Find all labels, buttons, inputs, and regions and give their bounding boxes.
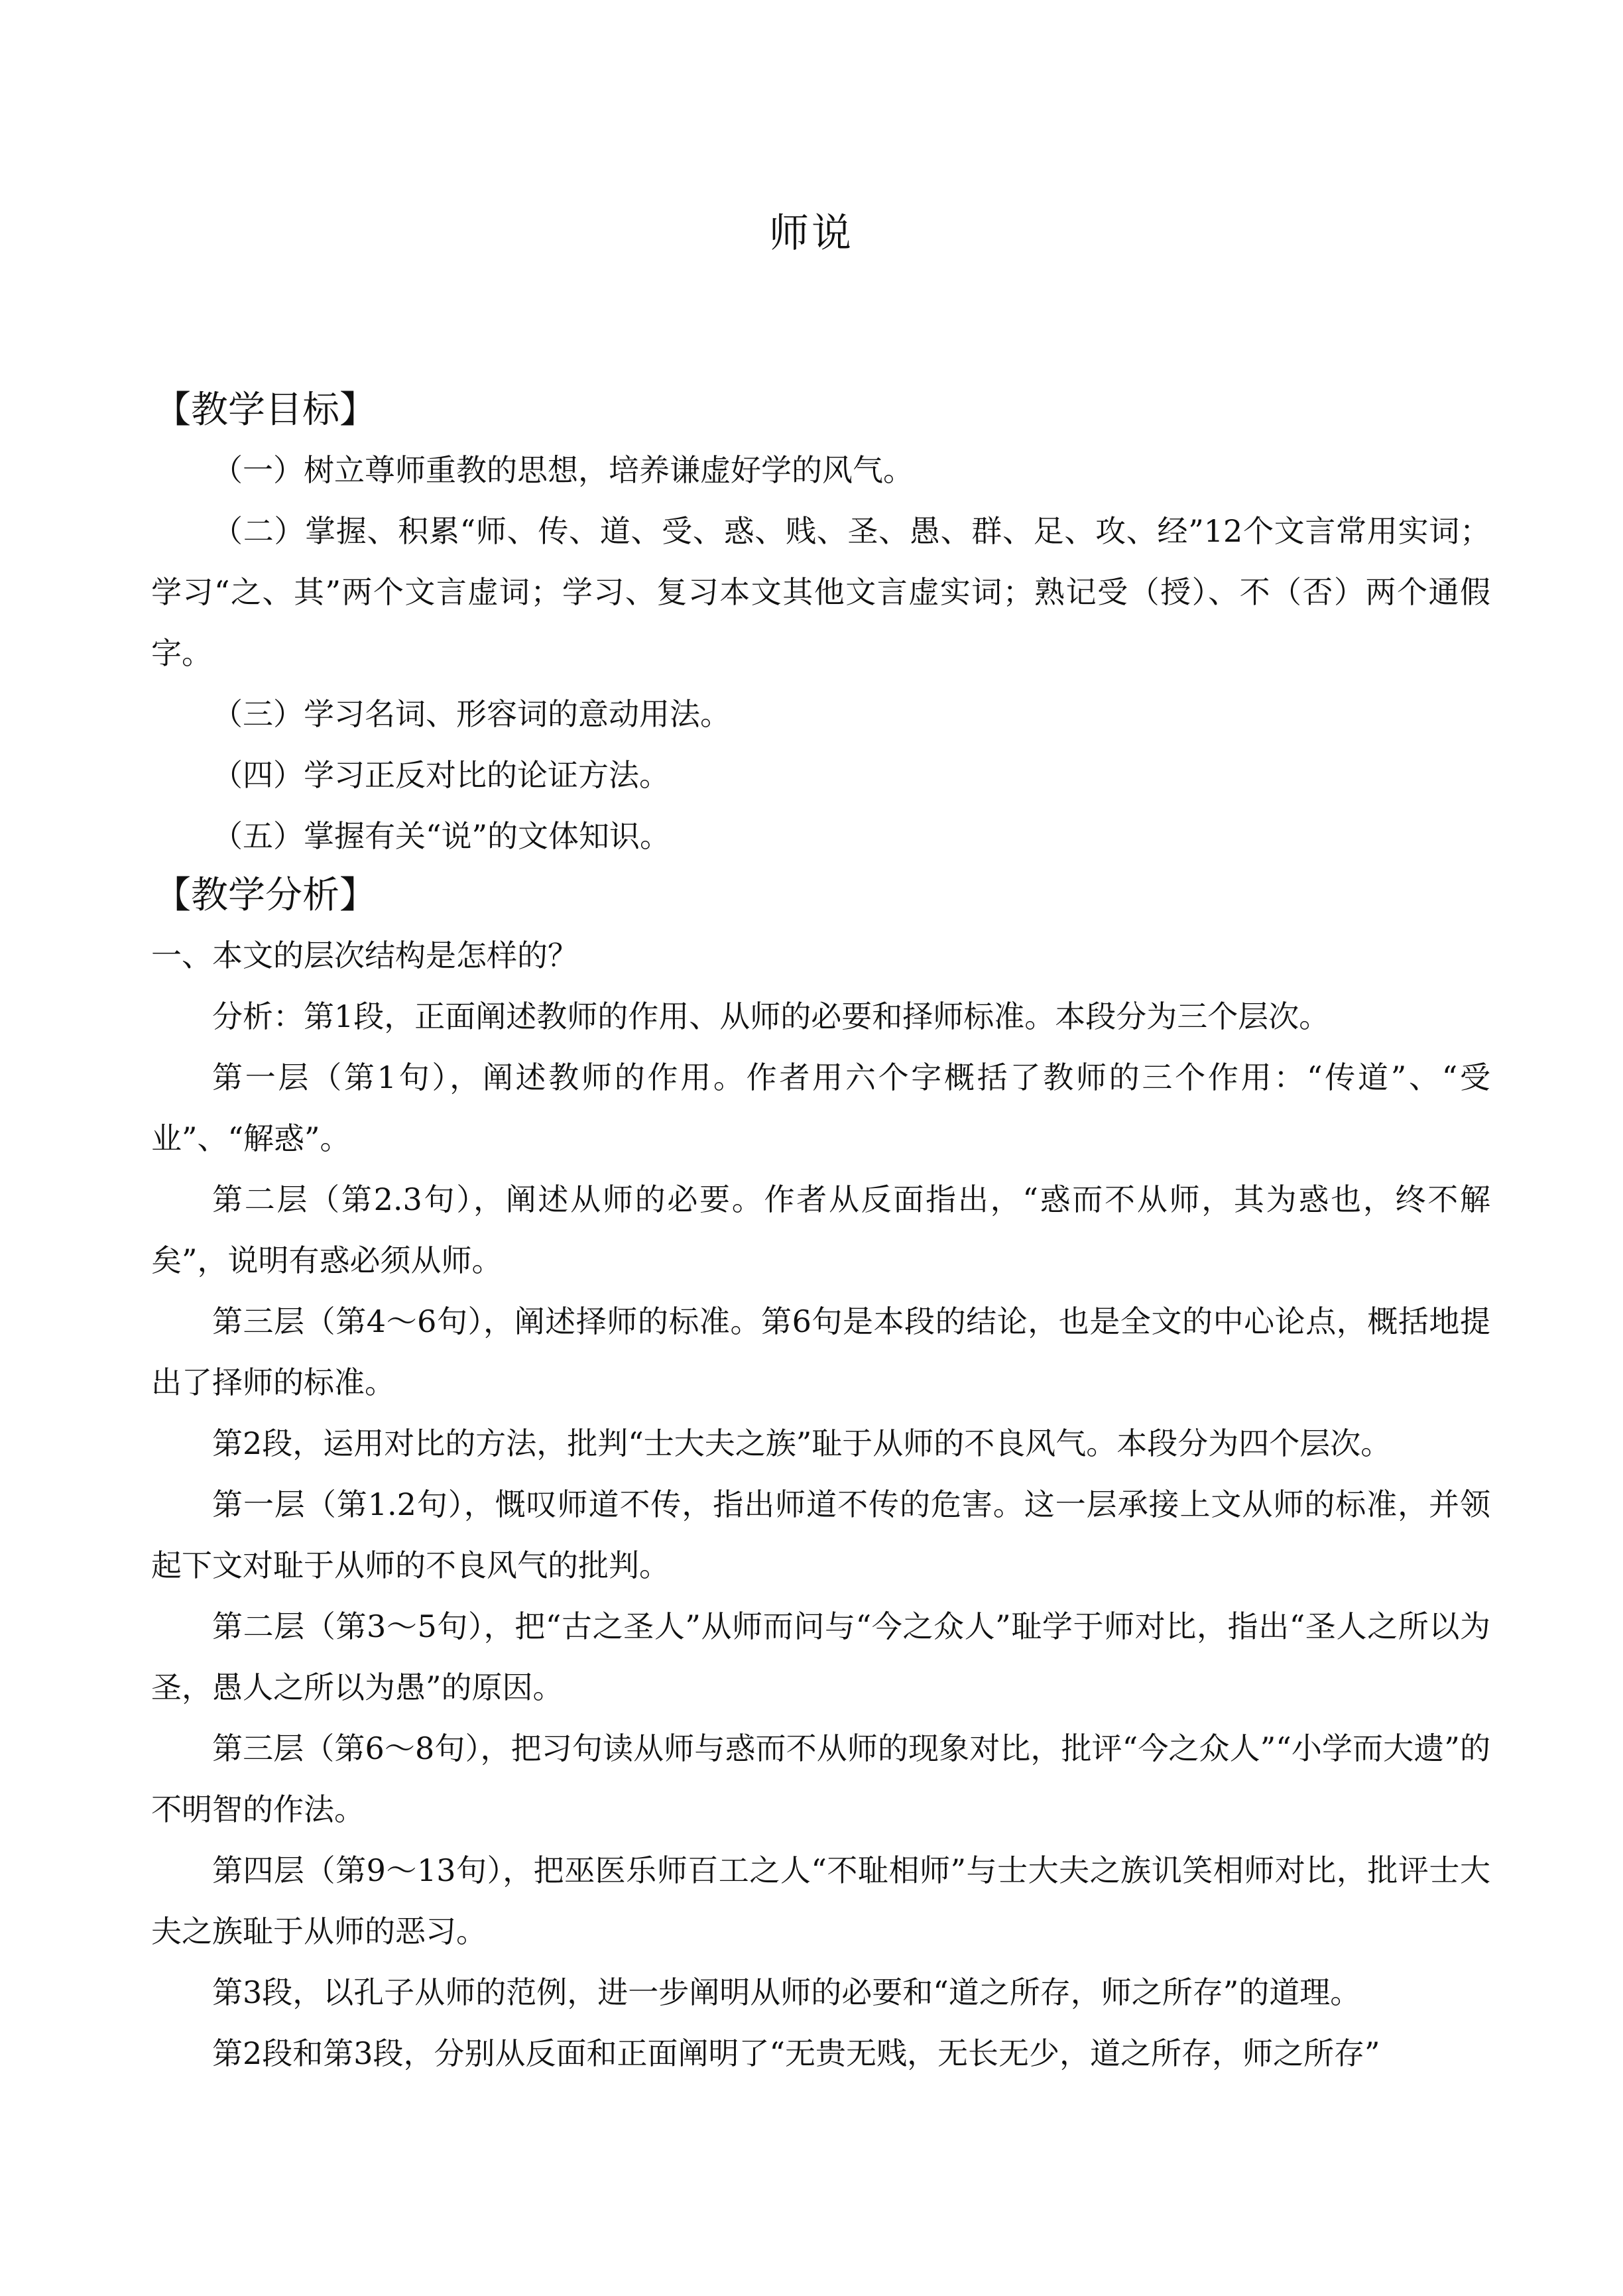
analysis-paragraph: 第3段，以孔子从师的范例，进一步阐明从师的必要和“道之所存，师之所存”的道理。 (212, 1974, 1361, 2010)
section-heading-analysis: 【教学分析】 (154, 874, 377, 917)
analysis-paragraph: 第一层（第1.2句），慨叹师道不传，指出师道不传的危害。这一层承接上文从师的标准，并领起下文对耻于从师的不良风气的批判。 (151, 1486, 1490, 1583)
analysis-paragraph: 第四层（第9～13句），把巫医乐师百工之人“不耻相师”与士大夫之族讥笑相师对比，批评士大夫之族耻于从师的恶习。 (151, 1852, 1490, 1949)
goal-item-5: （五）掌握有关“说”的文体知识。 (212, 818, 671, 854)
analysis-paragraph: 第2段和第3段，分别从反面和正面阐明了“无贵无贱，无长无少，道之所存，师之所存” (212, 2035, 1380, 2071)
analysis-paragraph: 第三层（第6～8句），把习句读从师与惑而不从师的现象对比，批评“今之众人”“小学而大遗”的不明智的作法。 (151, 1730, 1490, 1827)
analysis-paragraph: 第2段，运用对比的方法，批判“士大夫之族”耻于从师的不良风气。本段分为四个层次。 (212, 1425, 1392, 1461)
analysis-paragraph: 第二层（第2.3句），阐述从师的必要。作者从反面指出，“惑而不从师，其为惑也，终不解矣”，说明有惑必须从师。 (151, 1181, 1490, 1278)
analysis-paragraph: 第三层（第4～6句），阐述择师的标准。第6句是本段的结论，也是全文的中心论点，概括地提出了择师的标准。 (151, 1303, 1490, 1400)
analysis-paragraph: 第二层（第3～5句），把“古之圣人”从师而问与“今之众人”耻学于师对比，指出“圣人之所以为圣，愚人之所以为愚”的原因。 (151, 1608, 1490, 1705)
analysis-paragraph: 分析：第1段，正面阐述教师的作用、从师的必要和择师标准。本段分为三个层次。 (212, 998, 1330, 1034)
goal-item-1: （一）树立尊师重教的思想，培养谦虚好学的风气。 (212, 452, 914, 488)
analysis-question: 一、本文的层次结构是怎样的？ (151, 937, 578, 973)
page-title: 师说 (769, 210, 854, 257)
goal-item-4: （四）学习正反对比的论证方法。 (212, 757, 670, 793)
goal-item-2: （二）掌握、积累“师、传、道、受、惑、贱、圣、愚、群、足、攻、经”12个文言常用实词；学习“之、其”两个文言虚词；学习、复习本文其他文言虚实词；熟记受（授）、不（否）两个通假字。 (151, 513, 1490, 671)
section-heading-goals: 【教学目标】 (154, 389, 377, 432)
document-body (151, 381, 1490, 2084)
analysis-paragraph: 第一层（第1句），阐述教师的作用。作者用六个字概括了教师的三个作用：“传道”、“受业”、“解惑”。 (151, 1059, 1490, 1156)
goal-item-3: （三）学习名词、形容词的意动用法。 (212, 696, 731, 732)
